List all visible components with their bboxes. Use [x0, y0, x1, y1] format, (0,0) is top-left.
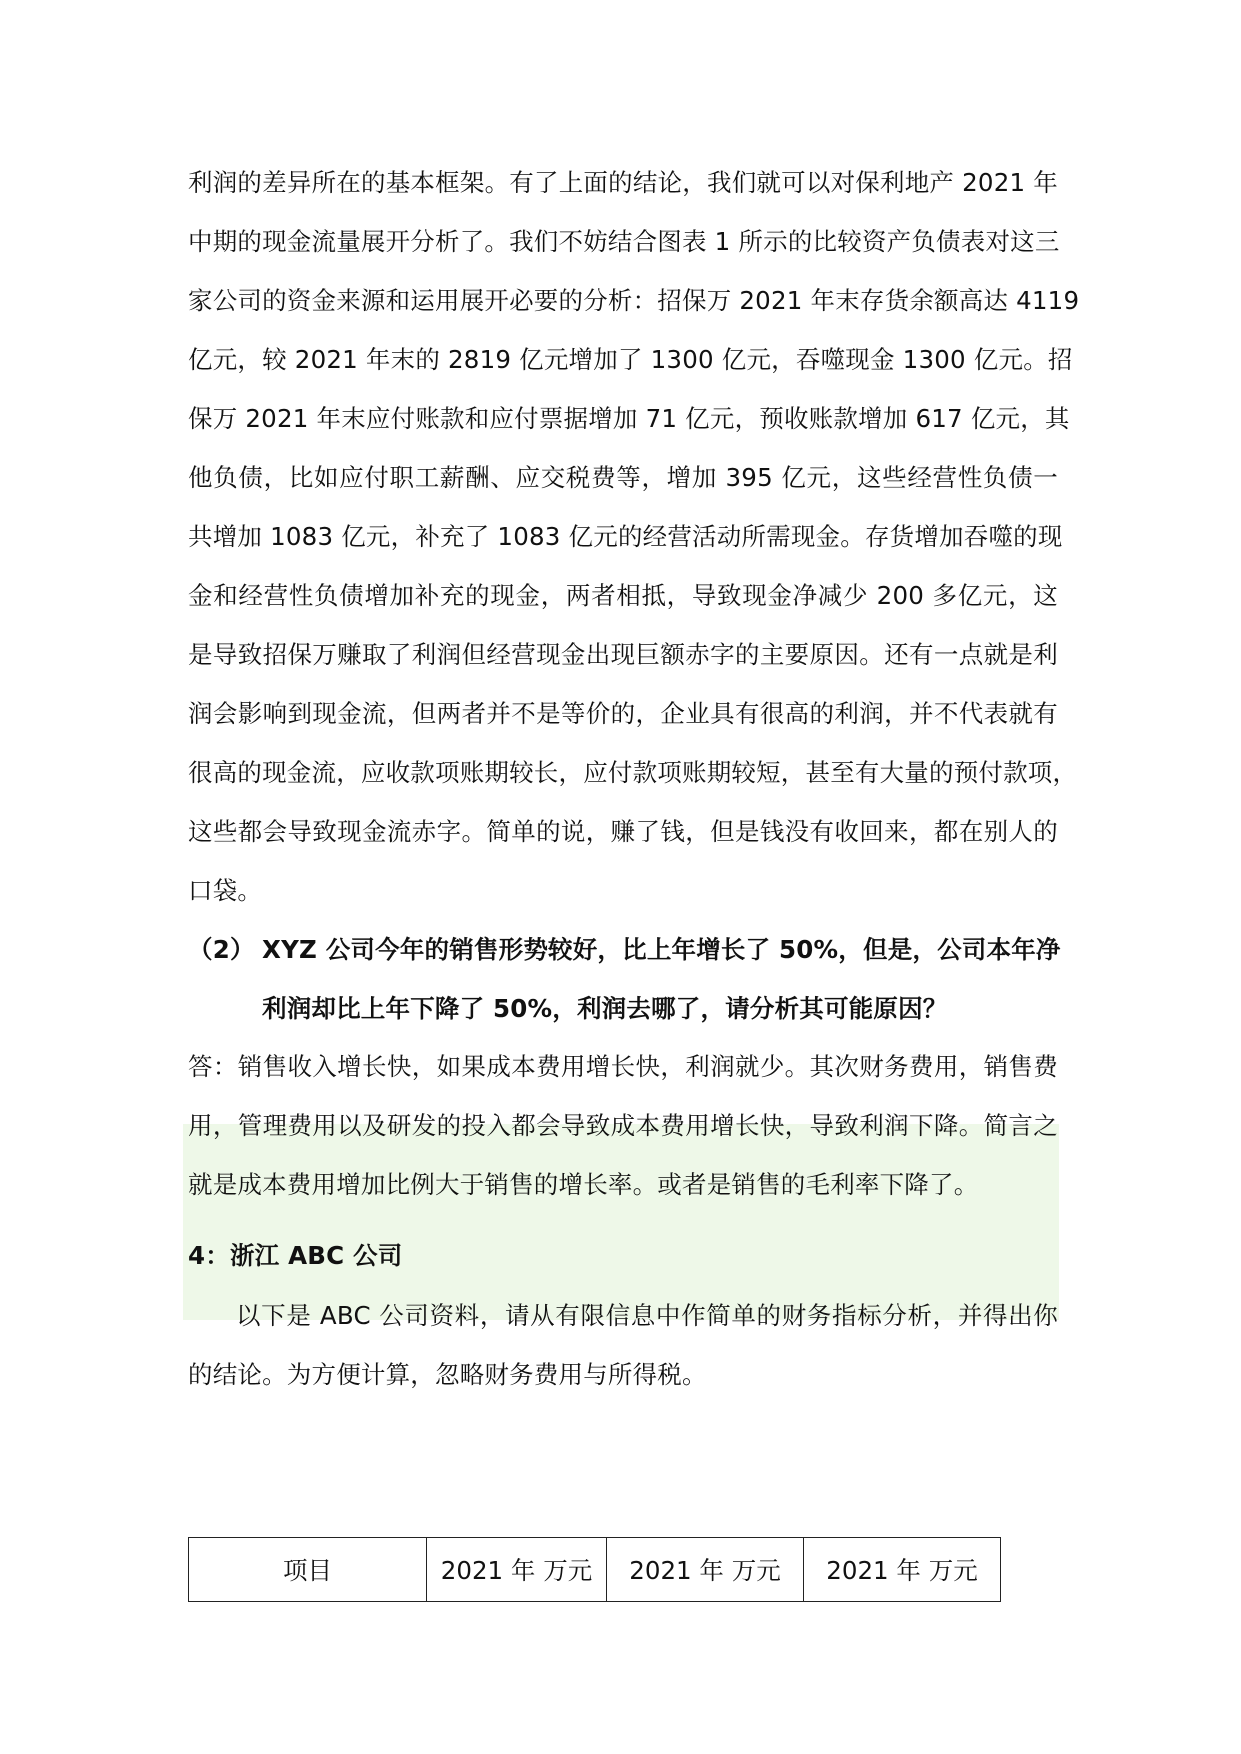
text-line: 他负债，比如应付职工薪酬、应交税费等，增加 395 亿元，这些经营性负债一 [188, 463, 1058, 492]
table-header-row [189, 1538, 1001, 1602]
text-line: 口袋。 [188, 876, 263, 905]
table-header-cell: 2021 年 万元 [607, 1538, 804, 1602]
text-line: 利润的差异所在的基本框架。有了上面的结论，我们就可以对保利地产 2021 年 [188, 168, 1058, 197]
text-line: 是导致招保万赚取了利润但经营现金出现巨额赤字的主要原因。还有一点就是利 [188, 640, 1058, 669]
question-text-line: XYZ 公司今年的销售形势较好，比上年增长了 50%，但是，公司本年净 [262, 935, 1061, 964]
answer-text-line: 答：销售收入增长快，如果成本费用增长快，利润就少。其次财务费用，销售费 [188, 1052, 1058, 1081]
intro-text-line: 以下是 ABC 公司资料，请从有限信息中作简单的财务指标分析，并得出你 [236, 1301, 1058, 1330]
text-line: 这些都会导致现金流赤字。简单的说，赚了钱，但是钱没有收回来，都在别人的 [188, 817, 1058, 846]
financial-table [188, 1537, 1001, 1602]
text-line: 家公司的资金来源和运用展开必要的分析：招保万 2021 年末存货余额高达 4119 [188, 286, 1080, 315]
question-text-line: 利润却比上年下降了 50%，利润去哪了，请分析其可能原因？ [262, 994, 948, 1023]
intro-text-line: 的结论。为方便计算，忽略财务费用与所得税。 [188, 1360, 707, 1389]
question-number: （2） [188, 935, 255, 964]
section-heading: 4：浙江 ABC 公司 [188, 1241, 403, 1270]
text-line: 润会影响到现金流，但两者并不是等价的，企业具有很高的利润，并不代表就有 [188, 699, 1058, 728]
text-line: 保万 2021 年末应付账款和应付票据增加 71 亿元，预收账款增加 617 亿元，其 [188, 404, 1070, 433]
answer-text-line: 就是成本费用增加比例大于销售的增长率。或者是销售的毛利率下降了。 [188, 1170, 979, 1199]
answer-highlight-box [183, 1124, 1059, 1320]
text-line: 很高的现金流，应收款项账期较长，应付款项账期较短，甚至有大量的预付款项， [188, 758, 1078, 787]
answer-text-line: 用，管理费用以及研发的投入都会导致成本费用增长快，导致利润下降。简言之 [188, 1111, 1058, 1140]
text-line: 共增加 1083 亿元，补充了 1083 亿元的经营活动所需现金。存货增加吞噬的现 [188, 522, 1063, 551]
text-line: 亿元，较 2021 年末的 2819 亿元增加了 1300 亿元，吞噬现金 1300 亿元。招 [188, 345, 1073, 374]
table-header-cell: 2021 年 万元 [804, 1538, 1001, 1602]
text-line: 金和经营性负债增加补充的现金，两者相抵，导致现金净减少 200 多亿元，这 [188, 581, 1058, 610]
text-line: 中期的现金流量展开分析了。我们不妨结合图表 1 所示的比较资产负债表对这三 [188, 227, 1060, 256]
table-header-cell: 2021 年 万元 [427, 1538, 607, 1602]
table-header-cell: 项目 [189, 1538, 427, 1602]
